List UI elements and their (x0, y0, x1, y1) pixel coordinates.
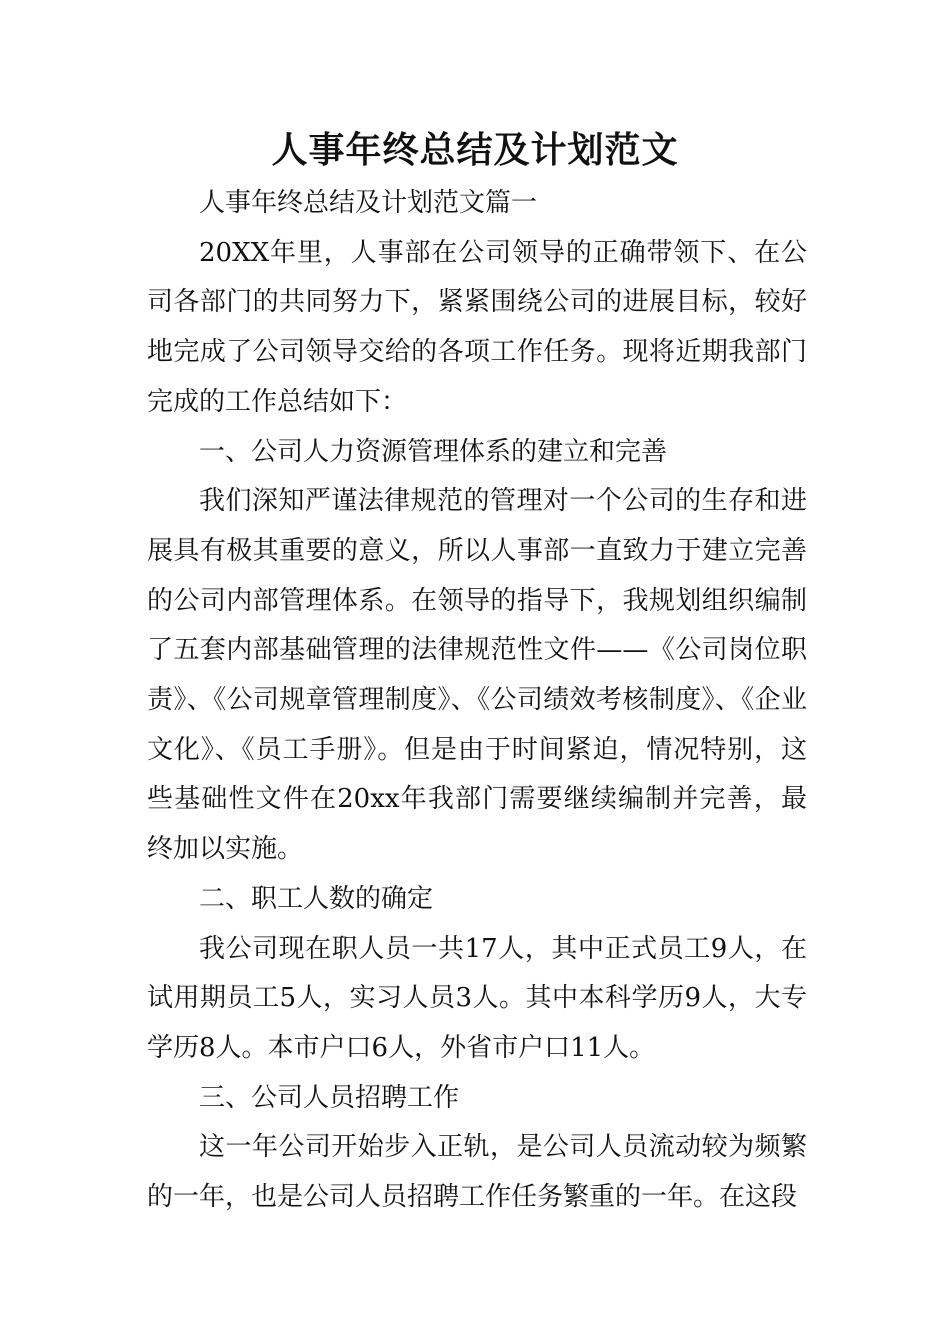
paragraph-subtitle: 人事年终总结及计划范文篇一 (199, 188, 538, 218)
paragraph-section-2: 我公司现在职人员一共17人，其中正式员工9人，在试用期员工5人，实习人员3人。其中本科学历9人，大专学历8人。本市户口6人，外省市户口11人。 (147, 933, 807, 1063)
section-heading-1: 一、公司人力资源管理体系的建立和完善 (199, 436, 668, 467)
section-heading-2: 二、职工人数的确定 (199, 883, 434, 914)
paragraph-section-1: 我们深知严谨法律规范的管理对一个公司的生存和进展具有极其重要的意义，所以人事部一直致力于建立完善的公司内部管理体系。在领导的指导下，我规划组织编制了五套内部基础管理的法律规范性文件——《公司岗位职责》、《公司规章管理制度》、《公司绩效考核制度》、《企业文化》、《员工手册》。但是由于时间紧迫，情况特别，这些基础性文件在20xx年我部门需要继续编制并完善，最终加以实施。 (147, 486, 807, 865)
document-title: 人事年终总结及计划范文 (271, 130, 679, 171)
section-heading-3: 三、公司人员招聘工作 (199, 1082, 460, 1113)
paragraph-section-3: 这一年公司开始步入正轨，是公司人员流动较为频繁的一年，也是公司人员招聘工作任务繁重的一年。在这段 (147, 1132, 807, 1213)
paragraph-intro: 20XX年里，人事部在公司领导的正确带领下、在公司各部门的共同努力下，紧紧围绕公司的进展目标，较好地完成了公司领导交给的各项工作任务。现将近期我部门完成的工作总结如下： (147, 237, 807, 417)
document-body (147, 179, 807, 1223)
